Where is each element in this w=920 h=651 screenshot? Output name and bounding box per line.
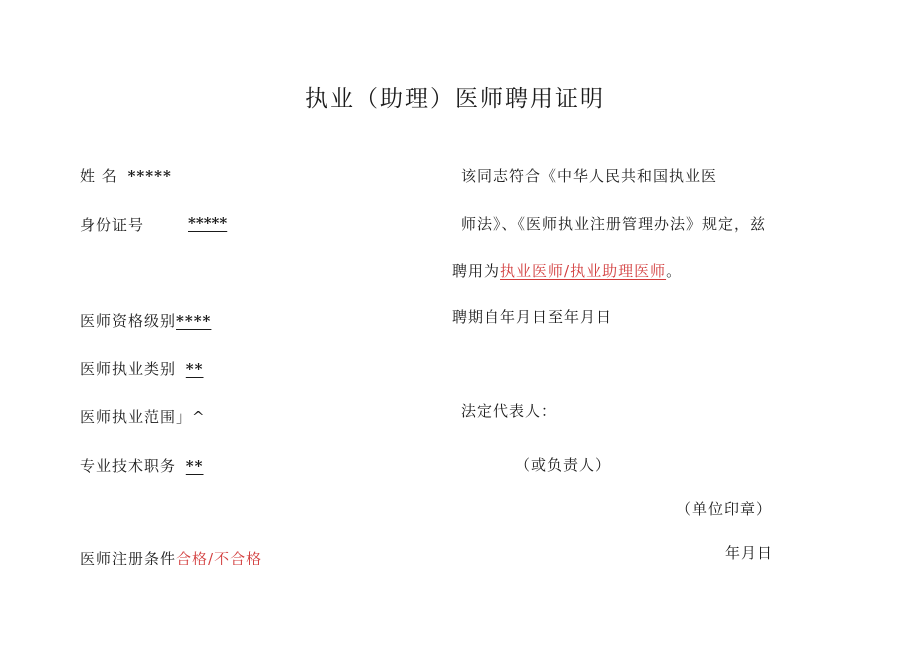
or-responsible-person: （或负责人） xyxy=(515,456,612,474)
title-row xyxy=(80,455,204,476)
statement-line-3 xyxy=(452,260,682,281)
scope-row xyxy=(80,406,206,427)
registration-row xyxy=(80,548,262,565)
scope-label: 医师执业范围 xyxy=(80,408,177,426)
statement-line-1: 该同志符合《中华人民共和国执业医 xyxy=(461,167,718,185)
level-value: **** xyxy=(176,312,212,330)
employ-prefix: 聘用为 xyxy=(452,262,501,280)
category-value: ** xyxy=(185,360,204,378)
id-value: ***** xyxy=(188,214,228,232)
registration-label: 医师注册条件 xyxy=(80,550,177,565)
category-row xyxy=(80,358,204,379)
level-label: 医师资格级别 xyxy=(80,312,177,330)
name-row xyxy=(80,165,172,186)
category-label: 医师执业类别 xyxy=(80,360,177,378)
legal-representative: 法定代表人： xyxy=(461,402,558,420)
employment-period: 聘期自年月日至年月日 xyxy=(452,308,613,326)
employ-suffix: 。 xyxy=(666,262,683,280)
tech-title-label: 专业技术职务 xyxy=(80,457,177,475)
page-title: 执业（助理）医师聘用证明 xyxy=(305,86,605,112)
scope-value: 」^ xyxy=(176,408,206,426)
tech-title-value: ** xyxy=(185,457,204,475)
date: 年月日 xyxy=(725,544,774,562)
unit-seal: （单位印章） xyxy=(676,500,773,518)
statement-line-2: 师法》、《医师执业注册管理办法》规定，兹 xyxy=(461,215,767,233)
registration-value: 合格/不合格 xyxy=(176,550,263,565)
level-row xyxy=(80,310,211,331)
name-value: ***** xyxy=(127,167,172,185)
name-label: 姓 名 xyxy=(80,167,118,185)
id-label: 身份证号 xyxy=(80,216,145,234)
employ-role: 执业医师/执业助理医师 xyxy=(500,262,667,280)
